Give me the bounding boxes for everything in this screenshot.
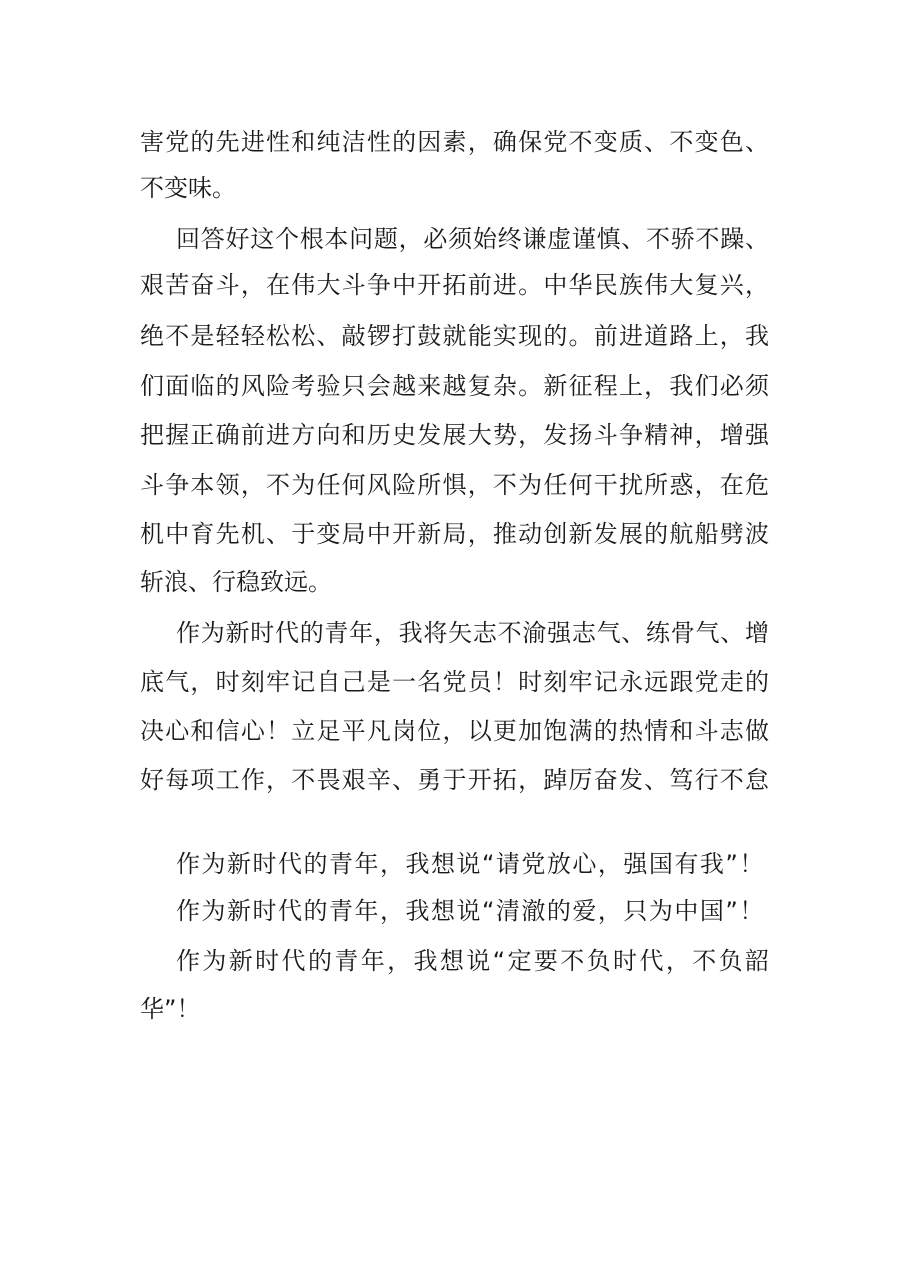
text-line: 不变味。 — [140, 174, 236, 202]
text-line: 绝不是轻轻松松、敲锣打鼓就能实现的。前进道路上，我 — [140, 322, 769, 350]
text-line: 害党的先进性和纯洁性的因素，确保党不变质、不变色、 — [140, 128, 769, 156]
text-line: 斗争本领，不为任何风险所惧，不为任何干扰所惑，在危 — [140, 471, 769, 499]
text-line: 决心和信心！立足平凡岗位，以更加饱满的热情和斗志做 — [140, 717, 769, 745]
text-line: 华”！ — [140, 995, 201, 1023]
text-line: 艰苦奋斗，在伟大斗争中开拓前进。中华民族伟大复兴， — [140, 271, 769, 299]
text-line: 作为新时代的青年，我将矢志不渝强志气、练骨气、增 — [176, 619, 769, 647]
text-line: 作为新时代的青年，我想说“定要不负时代，不负韶 — [176, 947, 769, 975]
text-line: 们面临的风险考验只会越来越复杂。新征程上，我们必须 — [140, 372, 769, 400]
text-line: 作为新时代的青年，我想说“请党放心，强国有我”！ — [176, 850, 765, 878]
text-line: 好每项工作，不畏艰辛、勇于开拓，踔厉奋发、笃行不怠 — [140, 766, 769, 794]
text-line: 底气，时刻牢记自己是一名党员！时刻牢记永远跟党走的 — [140, 668, 769, 696]
text-line: 回答好这个根本问题，必须始终谦虚谨慎、不骄不躁、 — [176, 225, 769, 253]
text-line: 机中育先机、于变局中开新局，推动创新发展的航船劈波 — [140, 520, 769, 548]
text-line: 作为新时代的青年，我想说“清澈的爱，只为中国”！ — [176, 897, 765, 925]
text-line: 把握正确前进方向和历史发展大势，发扬斗争精神，增强 — [140, 421, 769, 449]
text-line: 斩浪、行稳致远。 — [140, 568, 332, 596]
